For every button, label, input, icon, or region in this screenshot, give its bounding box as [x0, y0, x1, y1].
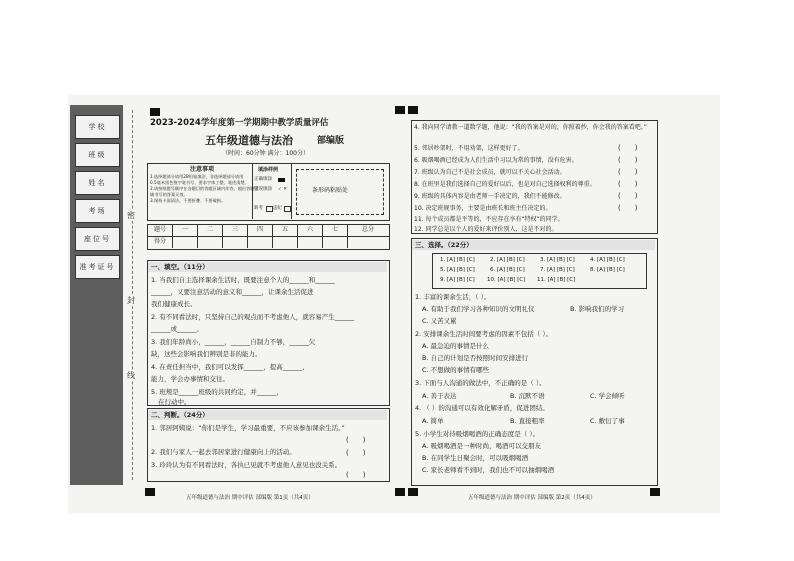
- choice-option: C. 敷衍了事: [590, 417, 625, 425]
- answer-option-row[interactable]: 1. [A] [B] [C]: [440, 257, 475, 263]
- score-header-cell: 五: [273, 224, 298, 236]
- registration-mark: [408, 488, 418, 496]
- section3-title: 三、选择。（22分）: [415, 241, 473, 249]
- cut-word-close: 封: [127, 296, 135, 305]
- exam-room-field[interactable]: 考场: [75, 199, 120, 223]
- admission-number-field[interactable]: 准考证号: [75, 255, 120, 279]
- judge-question: 9. 班级的具体内容是由老师一手决定的，我们不能修改。: [414, 193, 566, 200]
- registration-mark: [145, 488, 155, 496]
- answer-paren[interactable]: ( ): [618, 156, 638, 164]
- filled-mark-icon: [278, 178, 285, 182]
- cut-word-line: 线: [127, 371, 135, 380]
- fill-question: 缺，这些会影响我们辨别是非的能力。: [151, 350, 262, 358]
- judge-question: 5. 邻居吵架时，不用劝架，这样更好了。: [414, 145, 524, 152]
- answer-option-row[interactable]: 11. [A] [B] [C]: [537, 277, 576, 283]
- edition-label: 部编版: [317, 136, 345, 146]
- fill-question: 我们健康成长。: [151, 300, 197, 308]
- fill-question: 3. 我们年龄尚小，______，______自制力不够，______欠: [151, 338, 316, 346]
- choice-option: C. 家长老师看不到时，我们也不可以抽烟喝酒: [422, 466, 555, 474]
- absent-checkbox[interactable]: [266, 206, 273, 212]
- score-header-cell: 二: [198, 224, 223, 236]
- school-field[interactable]: 学校: [75, 115, 120, 139]
- answer-paren[interactable]: ( ): [346, 436, 366, 444]
- page1-footer: 五年级道德与法治 期中评估 部编版 第1页（共4页）: [186, 495, 314, 501]
- answer-option-row[interactable]: 9. [A] [B] [C]: [440, 277, 475, 283]
- class-field[interactable]: 班级: [75, 143, 120, 167]
- judge-question: 2. 我们与家人一起去邻居家进行健康向上的活动。: [151, 448, 296, 456]
- choice-option: B. 沉默不语: [510, 392, 545, 400]
- answer-option-row[interactable]: 4. [A] [B] [C]: [590, 257, 625, 263]
- judge-question: 6. 吸烟喝酒已经成为人们生活中习以为常的事情，没有危害。: [414, 157, 578, 164]
- score-cell[interactable]: [173, 236, 198, 248]
- page2-footer: 五年级道德与法治 期中评估 部编版 第2页（共4页）: [468, 495, 596, 501]
- fill-sample-correct: 正确填涂: [254, 177, 272, 182]
- choice-option: B. 直接粗率: [510, 417, 545, 425]
- section2-title: 二、判断。（24分）: [151, 411, 209, 419]
- answer-option-row[interactable]: 6. [A] [B] [C]: [490, 267, 525, 273]
- choice-option: A. 简单: [422, 417, 444, 425]
- choice-question: 3. 下面与人沟通的做法中，不正确的是（ ）。: [415, 379, 546, 387]
- fill-question: 4. 在责任担当中，我们可以发挥______，提高______、: [151, 363, 309, 371]
- fill-question: 2. 有不同看法时，只坚持自己的观点而不考虑他人，就容易产生______: [151, 313, 355, 321]
- choice-option: C. 不想做的事情有哪些: [422, 366, 490, 374]
- notice-item: 2.请按照题号顺序在各题目的答题区域内作答，超出答题区: [150, 186, 259, 191]
- score-header-cell: 三: [223, 224, 248, 236]
- choice-option: A. 善于表达: [422, 392, 457, 400]
- judge-question: 7. 班级认为自己不是社会成员，就可以不关心社会活动。: [414, 169, 566, 176]
- choice-question: 2. 安排课余生活时间要考虑的因素不包括（ ）。: [415, 330, 553, 338]
- choice-option: B. 影响我们的学习: [570, 305, 625, 313]
- answer-option-row[interactable]: 10. [A] [B] [C]: [487, 277, 526, 283]
- choice-option: A. 最急迫的事情是什么: [422, 342, 489, 350]
- score-cell[interactable]: [248, 236, 273, 248]
- cut-word-seal: 密: [127, 211, 135, 220]
- notice-item: 3.保持卡面清洁，不要折叠、不要破损。: [150, 198, 226, 203]
- choice-question: 5. 小学生对待吸烟喝酒的正确态度是（ ）。: [415, 430, 540, 438]
- notice-title: 注意事项: [190, 166, 215, 173]
- choice-option: C. 学会倾听: [590, 392, 625, 400]
- score-cell[interactable]: [298, 236, 323, 248]
- score-cell[interactable]: [223, 236, 248, 248]
- answer-option-row[interactable]: 7. [A] [B] [C]: [540, 267, 575, 273]
- answer-paren[interactable]: ( ): [618, 144, 638, 152]
- fill-sample-title: 填涂样例: [258, 167, 279, 173]
- judge-question: 8. 在班里是我们选择自己的爱好以后，也是对自己选择权利的尊重。: [414, 181, 596, 188]
- fill-question: ______，又要注意活动的意义和______，让课余生活促进: [151, 288, 314, 296]
- answer-paren[interactable]: ( ): [346, 471, 366, 479]
- notice-item: 域书写的答案无效。: [150, 192, 188, 197]
- score-header-cell: 题号: [148, 224, 173, 236]
- registration-mark: [408, 106, 418, 114]
- answer-paren[interactable]: ( ): [618, 168, 638, 176]
- absent-label: 缺考: [254, 206, 263, 211]
- score-header-cell: 总分: [361, 226, 374, 233]
- violation-checkbox[interactable]: [284, 206, 291, 212]
- violation-label: 违纪: [273, 206, 282, 211]
- judge-question: 4. 我向同学请教一道数学题，他说：“我的答案是对的，你照着抄，你会我的答案看吧。”: [414, 124, 647, 131]
- choice-option: A. 吸烟喝酒是一种时尚，喝酒可以交朋友: [422, 442, 541, 450]
- score-header-cell: 六: [298, 224, 323, 236]
- choice-option: C. 又苦又累: [422, 317, 457, 325]
- exam-title: 2023-2024学年度第一学期期中教学质量评估: [150, 118, 329, 128]
- choice-option: B. 在同学生日聚会时，可以吸烟喝酒: [422, 454, 529, 462]
- answer-paren[interactable]: ( ): [618, 192, 638, 200]
- score-header-cell: 四: [248, 224, 273, 236]
- student-info-sidebar: [70, 105, 123, 485]
- section1-title: 一、填空。（11分）: [151, 263, 209, 271]
- fill-question: 在行动中。: [158, 398, 191, 406]
- fill-question: ______或______。: [151, 325, 203, 333]
- registration-mark: [650, 488, 660, 496]
- name-field[interactable]: 姓名: [75, 171, 120, 195]
- notice-item: 0.5毫米黑色签字笔书写，要求字体工整，笔迹清楚。: [150, 180, 249, 185]
- fill-question: 5. 班规是______班级的共同约定，并______，: [151, 388, 283, 396]
- registration-mark: [395, 488, 405, 496]
- score-header-cell: 七: [323, 224, 348, 236]
- choice-option: A. 有助于我们学习各种知识的文明礼仪: [422, 305, 535, 313]
- fill-question: 能力，学会办事情和交往。: [151, 375, 229, 383]
- judge-question: 11. 每个成员都是平等的，不应存在享有“特权”的同学。: [414, 216, 564, 223]
- judge-question: 1. 邻居阿姨说：“你们是学生，学习最重要，不应该参加课余生活。”: [151, 424, 345, 432]
- registration-mark: [150, 108, 160, 116]
- score-row-label: 得分: [148, 236, 173, 248]
- judge-question: 10. 决定班规事务，主要是由班长和班主任决定的。: [414, 205, 552, 212]
- time-score-line: （时间：60分钟 满分：100分）: [222, 150, 309, 157]
- choice-question: 4. （ ）的沟通可以有效化解矛盾，促进团结。: [415, 404, 549, 412]
- answer-option-row[interactable]: 2. [A] [B] [C]: [490, 257, 525, 263]
- judge-question: 3. 玲玲认为有不同看法时，各执已见就不考虑他人意见也没关系。: [151, 461, 342, 469]
- answer-paren[interactable]: ( ): [618, 180, 638, 188]
- seat-number-field[interactable]: 座位号: [75, 227, 120, 251]
- registration-mark: [395, 106, 405, 114]
- answer-paren[interactable]: ( ): [346, 449, 366, 457]
- score-cell[interactable]: [323, 236, 348, 248]
- choice-option: B. 自己的计划是否按照时间安排进行: [422, 354, 529, 362]
- judge-question: 12. 同学总是以个人的爱好来评价别人，这是不对的。: [414, 226, 558, 233]
- fill-sample-wrong: 错误填涂: [254, 187, 272, 192]
- score-cell[interactable]: [198, 236, 223, 248]
- score-header-cell: 一: [173, 224, 198, 236]
- choice-question: 1. 丰富的课余生活，（ ）。: [415, 293, 491, 301]
- barcode-label: 条形码粘贴处: [312, 187, 349, 194]
- score-cell[interactable]: [273, 236, 298, 248]
- notice-item: 1.选择题部分请用2B铅笔填涂，非选择题部分请用: [150, 174, 244, 179]
- fill-question: 1. 当我们自主选择课余生活时，既要注意个人的______和______: [151, 276, 335, 284]
- answer-option-row[interactable]: 8. [A] [B] [C]: [590, 267, 625, 273]
- subject-title: 五年级道德与法治: [205, 134, 293, 147]
- answer-option-row[interactable]: 3. [A] [B] [C]: [540, 257, 575, 263]
- answer-paren[interactable]: ( ): [618, 204, 638, 212]
- answer-option-row[interactable]: 5. [A] [B] [C]: [440, 267, 475, 273]
